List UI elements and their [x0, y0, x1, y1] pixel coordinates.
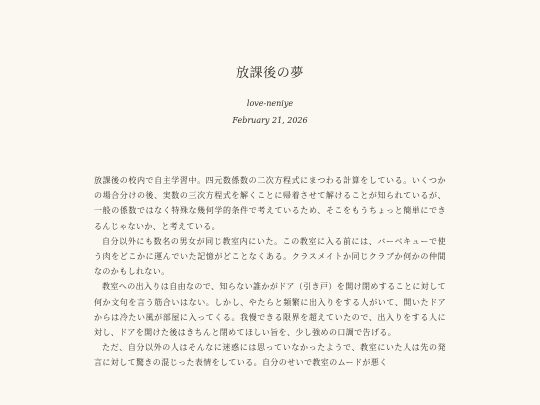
paragraph-2: 自分以外にも数名の男女が同じ教室内にいた。この教室に入る前には、バーベキューで使う肉をどこかに運んでいた記憶がどことなくある。クラスメイトか同じクラブか何かの仲間なのかもしれない。 — [94, 236, 446, 277]
document-title: 放課後の夢 — [235, 66, 304, 81]
document-date: February 21, 2026 — [232, 116, 308, 125]
document-author: love-neniye — [246, 99, 294, 108]
paragraph-1: 放課後の校内で自主学習中。四元数係数の二次方程式にまつわる計算をしている。いくつかの場合分けの後、実数の三次方程式を解くことに帰着させて解けることが知られているが、一般の係数ではなく特殊な幾何学的条件で考えているため、そこをもうちょっと簡単にできるんじゃないか、と考えている。 — [94, 176, 446, 231]
document-header — [0, 64, 540, 127]
paragraph-3: 教室への出入りは自由なので、知らない誰かがドア（引き戸）を開け閉めすることに対して何か文句を言う筋合いはない。しかし、やたらと頻繁に出入りをする人がいて、開いたドアからは冷たい風が部屋に入ってくる。我慢できる限界を超えていたので、出入りをする人に対し、ドアを開けた後はきちんと閉めてほしい旨を、少し強めの口調で告げる。 — [94, 282, 446, 338]
paragraph-4: ただ、自分以外の人はそんなに迷惑には思っていなかったようで、教室にいた人は先の発言に対して驚きの混じった表情をしている。自分のせいで教室のムードが悪く — [94, 343, 446, 368]
document-body — [94, 173, 446, 371]
